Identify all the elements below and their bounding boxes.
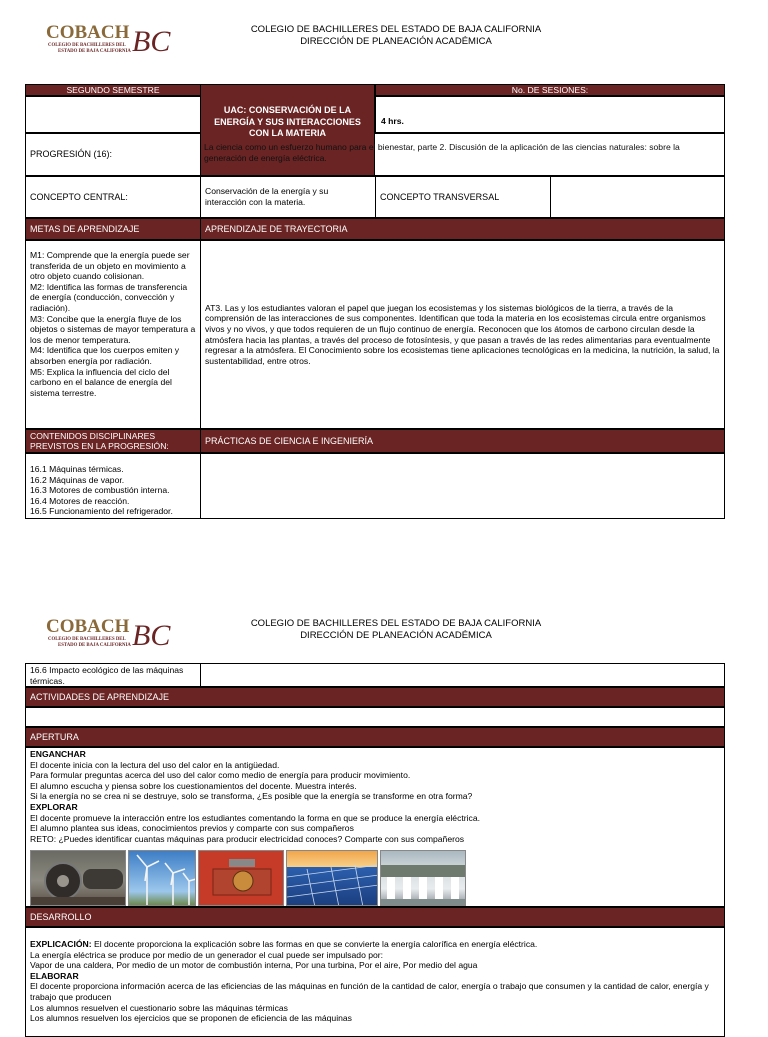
apertura-line: Si la energía no se crea ni se destruye, solo se transforma, ¿Es posible que la energía se transforme en otra forma? — [30, 791, 473, 802]
meta-item: M4: Identifica que los cuerpos emiten y absorben energía por radiación. — [30, 345, 180, 366]
steam-engine-photo — [30, 850, 126, 906]
sesiones-value-cell — [375, 96, 725, 133]
generator-model-graphic — [199, 851, 284, 906]
semestre-cell — [25, 84, 201, 96]
cobach-logo — [44, 612, 174, 659]
wind-turbines-graphic — [129, 851, 196, 906]
department-name: DIRECCIÓN DE PLANEACIÓN ACADÉMICA — [300, 630, 492, 641]
practicas-body-cell — [200, 453, 725, 519]
progresion-label: PROGRESIÓN (16): — [30, 149, 113, 159]
hydro-dam-graphic — [381, 851, 466, 906]
progresion-label-cell — [25, 133, 201, 176]
logo-sub-text: COLEGIO DE BACHILLERES DEL — [48, 43, 126, 48]
cobach-logo — [44, 18, 174, 65]
explicacion-title: EXPLICACIÓN: — [30, 939, 92, 949]
apertura-line: El docente promueve la interacción entre los estudiantes comentando la forma en que se produce la energía eléctrica. — [30, 812, 481, 823]
desarrollo-line: Los alumnos resuelven el cuestionario sobre las máquinas térmicas — [30, 1002, 288, 1013]
empty-cell — [25, 96, 201, 133]
meta-item: M3: Concibe que la energía fluye de los objetos o sistemas de mayor temperatura a los de menor temperatura. — [30, 313, 196, 345]
meta-item: M1: Comprende que la energía puede ser transferida de un objeto en movimiento a otro objeto cuando colisionan. — [30, 250, 190, 282]
solar-panels-graphic — [287, 851, 378, 906]
contenido-item: 16.4 Motores de reacción. — [30, 495, 130, 506]
sesiones-header-cell — [375, 84, 725, 96]
apertura-header — [25, 727, 725, 747]
contenido-item: 16.2 Máquinas de vapor. — [30, 474, 125, 485]
trayectoria-body-cell — [200, 240, 725, 429]
apertura-line: Para formular preguntas acerca del uso del calor como medio de energía para producir movimiento. — [30, 770, 411, 781]
generator-model-photo — [198, 850, 284, 906]
steam-engine-graphic — [31, 851, 126, 906]
actividades-label: ACTIVIDADES DE APRENDIZAJE — [30, 691, 170, 702]
institution-header — [200, 618, 592, 642]
concepto-transversal-label-cell — [375, 176, 551, 218]
desarrollo-label: DESARROLLO — [30, 911, 92, 922]
logo-bc-text: BC — [132, 25, 171, 58]
cobach-logo-graphic — [44, 612, 174, 654]
practicas-header: PRÁCTICAS DE CIENCIA E INGENIERÍA — [205, 435, 374, 446]
desarrollo-line: La energía eléctrica se produce por medio de un generador el cual puede ser impulsado por: — [30, 949, 384, 960]
solar-panels-photo — [286, 850, 378, 906]
desarrollo-header — [25, 907, 725, 927]
wind-turbines-photo — [128, 850, 196, 906]
semestre-label: SEGUNDO SEMESTRE — [66, 84, 160, 95]
practicas-cont-cell — [200, 663, 725, 687]
metas-header: METAS DE APRENDIZAJE — [30, 223, 140, 234]
apertura-line: El docente inicia con la lectura del uso del calor en la antigüedad. — [30, 759, 280, 770]
institution-header — [200, 24, 592, 48]
concepto-central-label: CONCEPTO CENTRAL: — [30, 191, 128, 202]
explorar-title: EXPLORAR — [30, 801, 78, 812]
practicas-header-cell — [200, 429, 725, 453]
meta-item: M2: Identifica las formas de transferencia de energía (conducción, convección y radiación). — [30, 281, 188, 313]
desarrollo-line: Los alumnos resuelven los ejercicios que se proponen de eficiencia de las máquinas — [30, 1013, 352, 1024]
trayectoria-header: APRENDIZAJE DE TRAYECTORIA — [205, 223, 348, 234]
logo-main-text: COBACH — [46, 616, 130, 637]
actividades-header — [25, 687, 725, 707]
logo-sub-text: COLEGIO DE BACHILLERES DEL — [48, 637, 126, 642]
explicacion-text: El docente proporciona la explicación sobre las formas en que se convierte la energía calorífica en energía eléctrica. — [91, 939, 538, 949]
sesiones-value: 4 hrs. — [381, 116, 404, 126]
cobach-logo-graphic — [44, 18, 174, 60]
explicacion-paragraph — [30, 939, 720, 950]
institution-name: COLEGIO DE BACHILLERES DEL ESTADO DE BAJA CALIFORNIA — [250, 618, 542, 629]
department-name: DIRECCIÓN DE PLANEACIÓN ACADÉMICA — [300, 36, 492, 47]
apertura-line: RETO: ¿Puedes identificar cuantas máquinas para producir electricidad conoces? Comparte con sus compañeros — [30, 833, 465, 844]
desarrollo-line: El docente proporciona información acerca de las eficiencias de las máquinas en función de la cantidad de calor, energía o trabajo que consumen y la cantidad de calor, energía y trabajo que producen — [30, 981, 709, 1002]
apertura-label: APERTURA — [30, 731, 79, 742]
trayectoria-text: AT3. Las y los estudiantes valoran el papel que juegan los ecosistemas y los sistemas biológicos de la tierra, a través de la comprensión de las interacciones de sus componentes. Identifican que toda la materia en los ecosistemas circula entre organismos vivos y no vivos, y que todos requieren de un flujo continuo de energía. Reconocen que los átomos de carbono circulan desde la atmósfera hacia las plantas, a través del proceso de fotosíntesis, y que pasan a través de las redes alimentarias para eventualmente regresar a la atmósfera. El Conocimiento sobre los ecosistemas tiene aplicaciones tecnológicas en la medicina, la nutrición, la salud, la sustentabilidad, entre otros. — [205, 302, 720, 366]
sesiones-label: No. DE SESIONES: — [511, 84, 589, 95]
trayectoria-header-cell — [200, 218, 725, 240]
elaborar-title: ELABORAR — [30, 970, 79, 981]
actividades-empty-row — [25, 707, 725, 727]
contenido-item: 16.1 Máquinas térmicas. — [30, 464, 124, 474]
concepto-central-value-cell — [200, 176, 376, 218]
contenidos-header-cell — [25, 429, 201, 453]
contenidos-list — [25, 453, 201, 519]
metas-header-cell — [25, 218, 201, 240]
progresion-text: La ciencia como un esfuerzo humano para el bienestar, parte 2. Discusión de la aplicación de las ciencias naturales: sobre la generación de energía eléctrica. — [204, 142, 680, 163]
logo-sub-text: ESTADO DE BAJA CALIFORNIA — [58, 643, 131, 648]
contenido-item: 16.6 Impacto ecológico de las máquinas térmicas. — [30, 665, 184, 686]
logo-bc-text: BC — [132, 619, 171, 652]
contenidos-header: CONTENIDOS DISCIPLINARES PREVISTOS EN LA PROGRESIÓN: — [30, 431, 169, 451]
contenido-item: 16.5 Funcionamiento del refrigerador. — [30, 506, 173, 517]
concepto-central-label-cell — [25, 176, 201, 218]
meta-item: M5: Explica la influencia del ciclo del carbono en el balance de energía del sistema terrestre. — [30, 366, 172, 398]
desarrollo-body — [25, 927, 725, 1037]
desarrollo-line: Vapor de una caldera, Por medio de un motor de combustión interna, Por una turbina, Por el aire, Por medio del agua — [30, 960, 478, 971]
apertura-line: El alumno plantea sus ideas, conocimientos previos y comparte con sus compañeros — [30, 823, 354, 834]
contenido-cont-cell — [25, 663, 201, 687]
logo-main-text: COBACH — [46, 22, 130, 43]
apertura-line: El alumno escucha y piensa sobre los cuestionamientos del docente. Muestra interés. — [30, 780, 357, 791]
uac-title: UAC: CONSERVACIÓN DE LA ENERGÍA Y SUS INTERACCIONES CON LA MATERIA — [214, 105, 361, 138]
concepto-transversal-value-cell — [550, 176, 725, 218]
contenido-item: 16.3 Motores de combustión interna. — [30, 485, 170, 496]
logo-sub-text: ESTADO DE BAJA CALIFORNIA — [58, 49, 131, 54]
hydro-dam-photo — [380, 850, 466, 906]
enganchar-title: ENGANCHAR — [30, 749, 86, 759]
concepto-central-value: Conservación de la energía y su interacción con la materia. — [205, 186, 329, 207]
institution-name: COLEGIO DE BACHILLERES DEL ESTADO DE BAJA CALIFORNIA — [250, 24, 542, 35]
concepto-transversal-label: CONCEPTO TRANSVERSAL — [380, 191, 500, 202]
metas-list — [25, 240, 201, 429]
